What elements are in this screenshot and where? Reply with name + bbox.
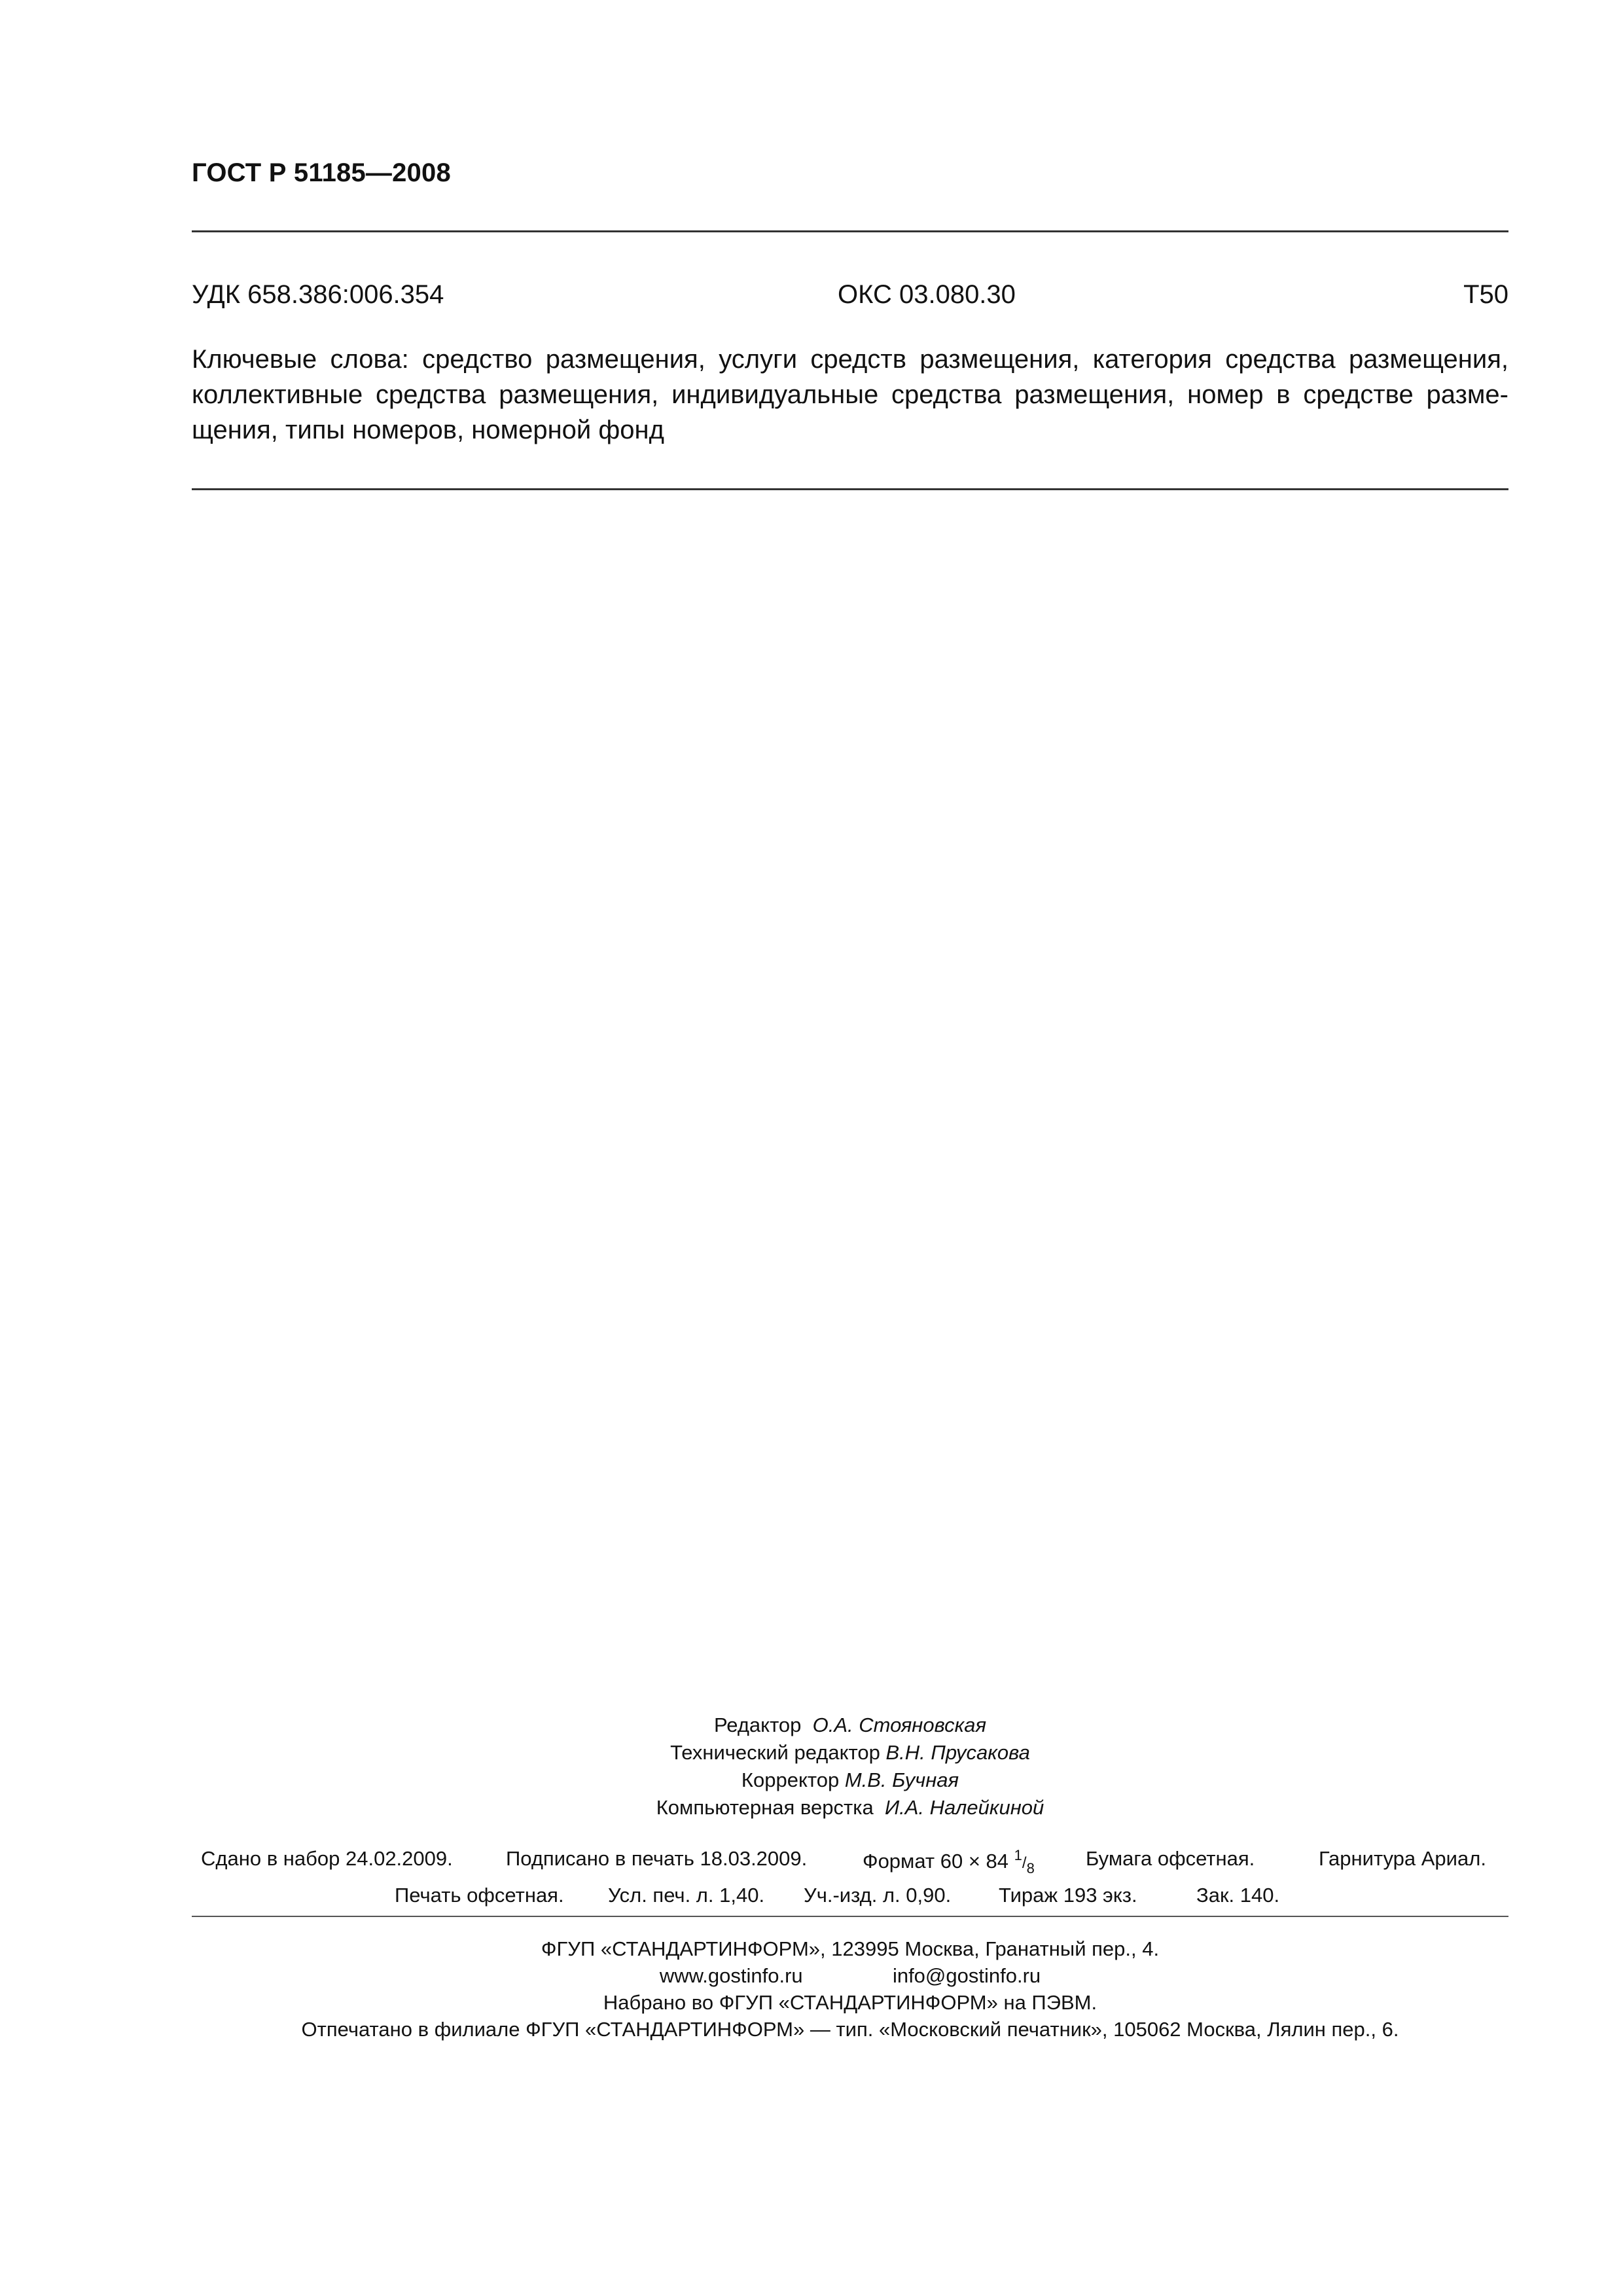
usl-pech-sheets: Усл. печ. л. 1,40. [608,1884,765,1907]
uch-izd-sheets: Уч.-изд. л. 0,90. [804,1884,952,1907]
format-fraction: $^1/_8$ [1014,1847,1035,1876]
submitted-date: Сдано в набор 24.02.2009. [201,1847,453,1870]
credit-label: Компьютерная верстка [656,1796,874,1819]
publisher-contacts [192,1964,1508,1988]
oks-code: ОКС 03.080.30 [838,280,1016,309]
paper-type: Бумага офсетная. [1086,1847,1255,1870]
credit-label: Корректор [741,1768,840,1791]
header-divider [192,230,1508,232]
print-format [863,1847,1035,1877]
keywords-line: Ключевые слова: средство размещения, услуги средств размещения, категория средства размещения, [192,345,1508,374]
credit-label: Редактор [713,1713,802,1736]
order-number: Зак. 140. [1196,1884,1280,1907]
credit-name: М.В. Бучная [844,1768,959,1791]
signed-date: Подписано в печать 18.03.2009. [506,1847,808,1870]
print-info-row-1 [192,1847,1508,1880]
keywords-paragraph [192,342,1508,448]
typeset-note: Набрано во ФГУП «СТАНДАРТИНФОРМ» на ПЭВМ. [603,1991,1097,2014]
print-run: Тираж 193 экз. [999,1884,1137,1907]
email-link[interactable]: info@gostinfo.ru [892,1964,1041,1987]
publisher-address: ФГУП «СТАНДАРТИНФОРМ», 123995 Москва, Гранатный пер., 4. [541,1937,1160,1960]
printed-note: Отпечатано в филиале ФГУП «СТАНДАРТИНФОРМ» — тип. «Московский печатник», 105062 Москва, Лялин пер., 6. [301,2018,1399,2041]
credit-label: Технический редактор [670,1741,880,1764]
keywords-line: щения, типы номеров, номерной фонд [192,416,664,444]
typeface: Гарнитура Ариал. [1319,1847,1486,1870]
keywords-divider [192,488,1508,490]
credit-tech-editor [192,1739,1508,1767]
keywords-line: коллективные средства размещения, индивидуальные средства размещения, номер в средстве разме- [192,380,1508,409]
category-code: Т50 [1463,280,1508,309]
credit-editor [192,1712,1508,1739]
website-link[interactable]: www.gostinfo.ru [659,1964,803,1987]
credit-name: О.А. Стояновская [812,1713,987,1736]
credit-name: И.А. Налейкиной [884,1796,1044,1819]
print-info-row-2 [192,1884,1508,1912]
credit-layout [192,1794,1508,1821]
credit-name: В.Н. Прусакова [885,1741,1030,1764]
udk-code: УДК 658.386:006.354 [192,280,444,309]
standard-designation: ГОСТ Р 51185—2008 [192,158,451,187]
format-label: Формат 60 × 84 [863,1850,1009,1873]
print-type: Печать офсетная. [395,1884,564,1907]
credit-corrector [192,1767,1508,1794]
footer-divider [192,1916,1508,1917]
